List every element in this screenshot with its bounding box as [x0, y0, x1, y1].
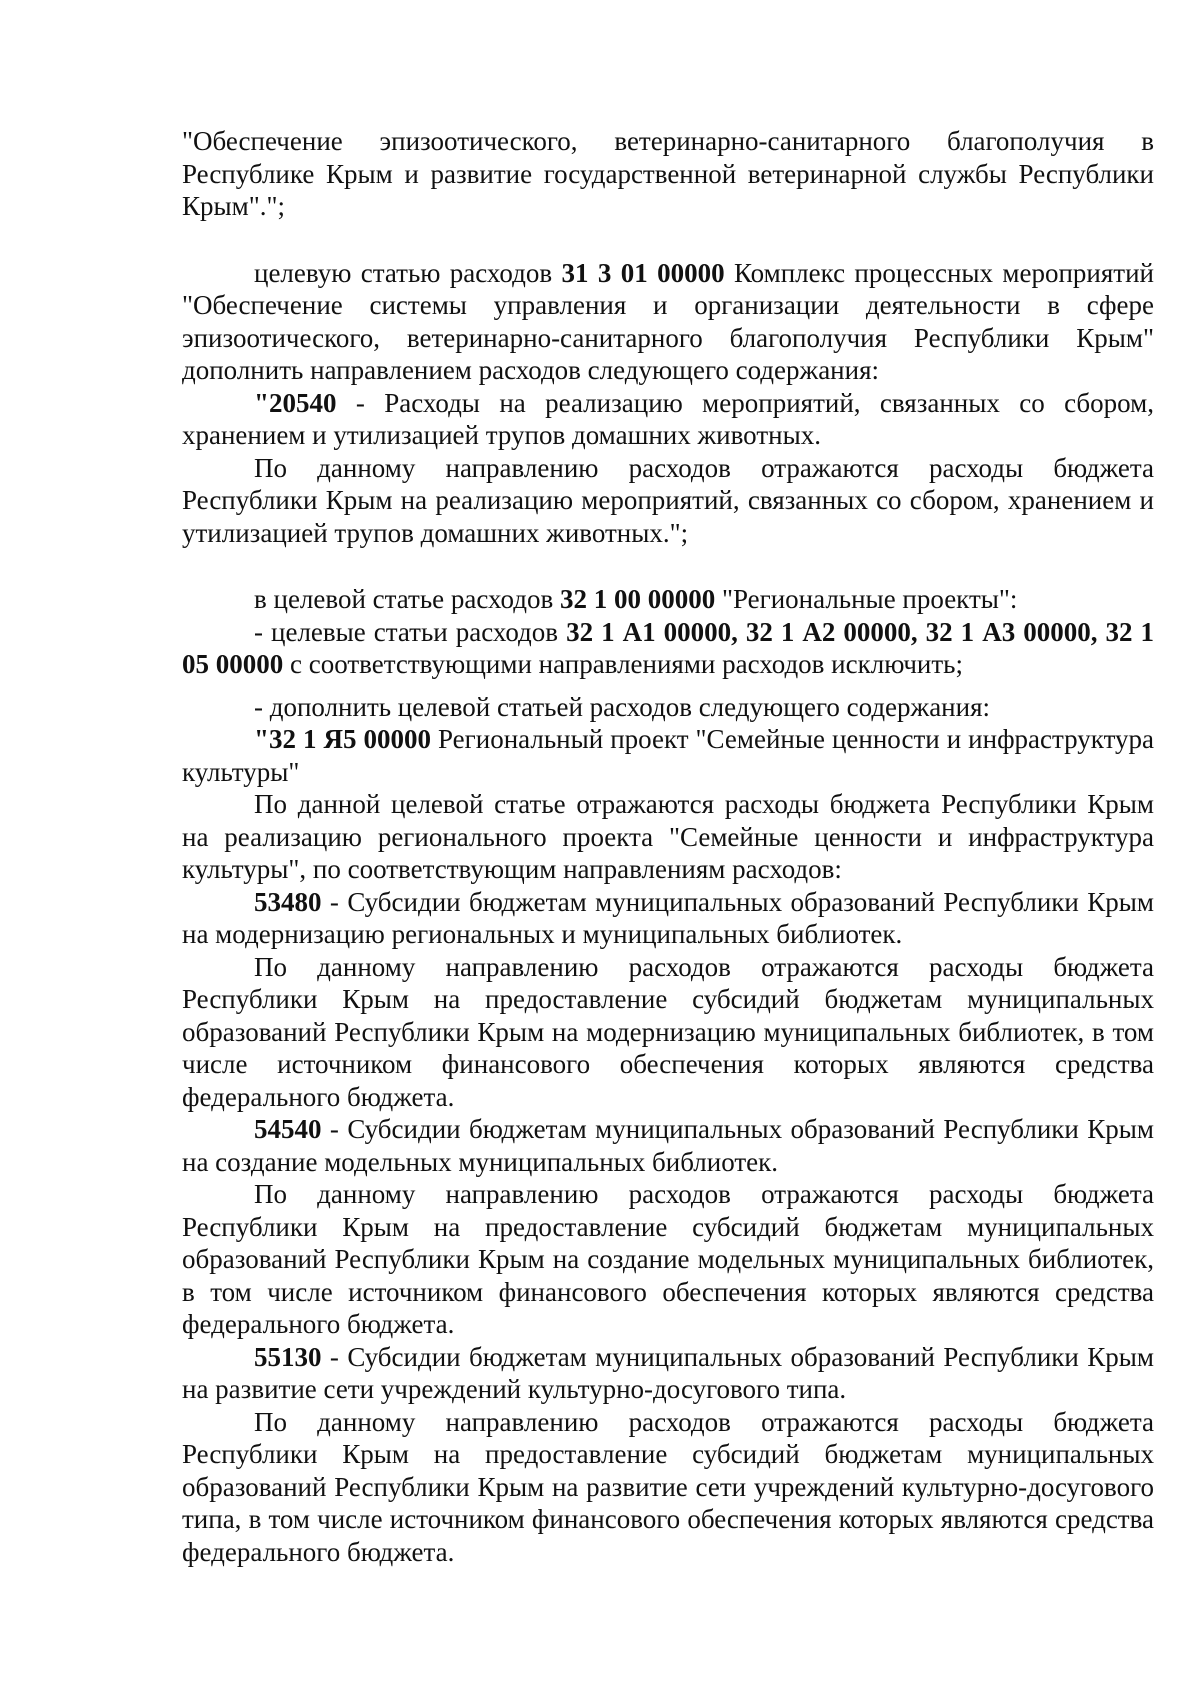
paragraph-text: - Субсидии бюджетам муниципальных образований Республики Крым на модернизацию региональных и муниципальных библиотек.	[182, 886, 1154, 949]
paragraph-text: с соответствующими направлениями расходов исключить;	[283, 649, 963, 679]
budget-code: 32 1 00 00000	[559, 584, 716, 614]
document-body	[182, 125, 1154, 1568]
paragraph-text: - целевые статьи расходов	[254, 616, 567, 647]
budget-code: 53480	[254, 886, 322, 917]
paragraph-text: Комплекс процессных мероприятий "Обеспечение системы управления и организации деятельности в сфере эпизоотического, ветеринарно-санитарного благополучия Республики Крым" дополнить направлением расходов следующего содержания:	[182, 257, 1154, 385]
paragraph-direction-53480	[182, 886, 1154, 951]
paragraph-text: целевую статью расходов	[254, 257, 562, 288]
paragraph-direction-20540	[182, 387, 1154, 452]
paragraph-target-article-31	[182, 257, 1154, 387]
paragraph-description: По данному направлению расходов отражаются расходы бюджета Республики Крым на предоставление субсидий бюджетам муниципальных образований Республики Крым на создание модельных муниципальных библиотек, в том числе источником финансового обеспечения которых являются средства федерального бюджета.	[182, 1179, 1154, 1339]
paragraph-exclusion	[182, 616, 1154, 681]
paragraph-project-ya5	[182, 723, 1154, 788]
paragraph-text: - Расходы на реализацию мероприятий, связанных со сбором, хранением и утилизацией трупов домашних животных.	[182, 387, 1154, 450]
paragraph-description: По данной целевой статье отражаются расходы бюджета Республики Крым на реализацию регионального проекта "Семейные ценности и инфраструктура культуры", по соответствующим направлениям расходов:	[182, 789, 1154, 884]
paragraph-continuation: "Обеспечение эпизоотического, ветеринарно-санитарного благополучия в Республике Крым и развитие государственной ветеринарной службы Республики Крым".";	[182, 126, 1154, 221]
paragraph-text: - Субсидии бюджетам муниципальных образований Республики Крым на создание модельных муниципальных библиотек.	[182, 1114, 1154, 1177]
budget-code: 54540	[254, 1114, 322, 1144]
paragraph-text: Региональный проект "Семейные ценности и инфраструктура культуры"	[182, 724, 1154, 787]
paragraph-description: По данному направлению расходов отражаются расходы бюджета Республики Крым на реализацию мероприятий, связанных со сбором, хранением и утилизацией трупов домашних животных.";	[182, 452, 1154, 548]
budget-code-list: 32 1 А1 00000, 32 1 А2 00000, 32 1 А3 00000, 32 1 05 00000	[182, 616, 1154, 679]
paragraph-description: По данному направлению расходов отражаются расходы бюджета Республики Крым на предоставление субсидий бюджетам муниципальных образований Республики Крым на развитие сети учреждений культурно-досугового типа, в том числе источником финансового обеспечения которых являются средства федерального бюджета.	[182, 1406, 1154, 1567]
paragraph-target-article-32	[182, 583, 1154, 616]
budget-code: "32 1 Я5 00000	[254, 724, 432, 754]
paragraph-direction-54540	[182, 1113, 1154, 1178]
budget-code: 55130	[254, 1341, 322, 1372]
paragraph-text: - Субсидии бюджетам муниципальных образований Республики Крым на развитие сети учреждений культурно-досугового типа.	[182, 1341, 1154, 1404]
paragraph-text: "Региональные проекты":	[715, 584, 1018, 614]
paragraph-text: в целевой статье расходов	[254, 584, 560, 614]
budget-code: 31 3 01 00000	[561, 257, 725, 288]
paragraph-description: По данному направлению расходов отражаются расходы бюджета Республики Крым на предоставление субсидий бюджетам муниципальных образований Республики Крым на модернизацию муниципальных библиотек, в том числе источником финансового обеспечения которых являются средства федерального бюджета.	[182, 951, 1154, 1112]
paragraph-addition: - дополнить целевой статьей расходов следующего содержания:	[254, 691, 991, 722]
paragraph-direction-55130	[182, 1341, 1154, 1406]
budget-code: "20540	[254, 387, 337, 418]
